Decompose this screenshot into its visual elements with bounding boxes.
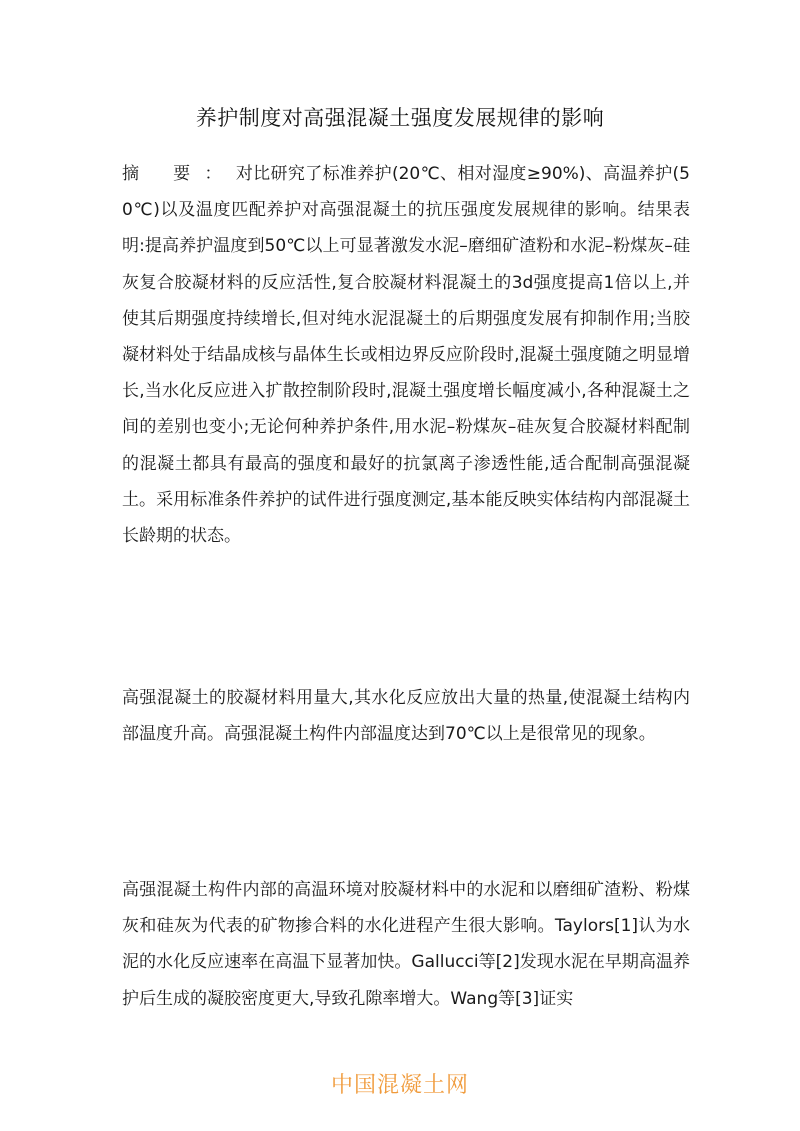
footer-watermark: 中国混凝土网: [330, 1073, 469, 1098]
body-paragraph-1: 高强混凝土的胶凝材料用量大,其水化反应放出大量的热量,使混凝土结构内部温度升高。高强混凝土构件内部温度达到70℃以上是很常见的现象。: [122, 688, 690, 745]
abstract-text: 对比研究了标准养护(20℃、相对湿度≥90%)、高温养护(50℃)以及温度匹配养护对高强混凝土的抗压强度发展规律的影响。结果表明:提高养护温度到50℃以上可显著激发水泥–磨细矿渣粉和水泥–粉煤灰–硅灰复合胶凝材料的反应活性,复合胶凝材料混凝土的3d强度提高1倍以上,并使其后期强度持续增长,但对纯水泥混凝土的后期强度发展有抑制作用;当胶凝材料处于结晶成核与晶体生长或相边界反应阶段时,混凝土强度随之明显增长,当水化反应进入扩散控制阶段时,混凝土强度增长幅度减小,各种混凝土之间的差别也变小;无论何种养护条件,用水泥–粉煤灰–硅灰复合胶凝材料配制的混凝土都具有最高的强度和最好的抗氯离子渗透性能,适合配制高强混凝土。采用标准条件养护的试件进行强度测定,基本能反映实体结构内部混凝土长龄期的状态。: [122, 164, 690, 547]
abstract-paragraph: [122, 156, 690, 554]
document-title: 养护制度对高强混凝土强度发展规律的影响: [195, 106, 605, 130]
body-paragraph-2: 高强混凝土构件内部的高温环境对胶凝材料中的水泥和以磨细矿渣粉、粉煤灰和硅灰为代表的矿物掺合料的水化进程产生很大影响。Taylors[1]认为水泥的水化反应速率在高温下显著加快。Gallucci等[2]发现水泥在早期高温养护后生成的凝胶密度更大,导致孔隙率增大。Wang等[3]证实: [122, 880, 690, 1009]
abstract-label: 摘 要：: [122, 164, 236, 184]
